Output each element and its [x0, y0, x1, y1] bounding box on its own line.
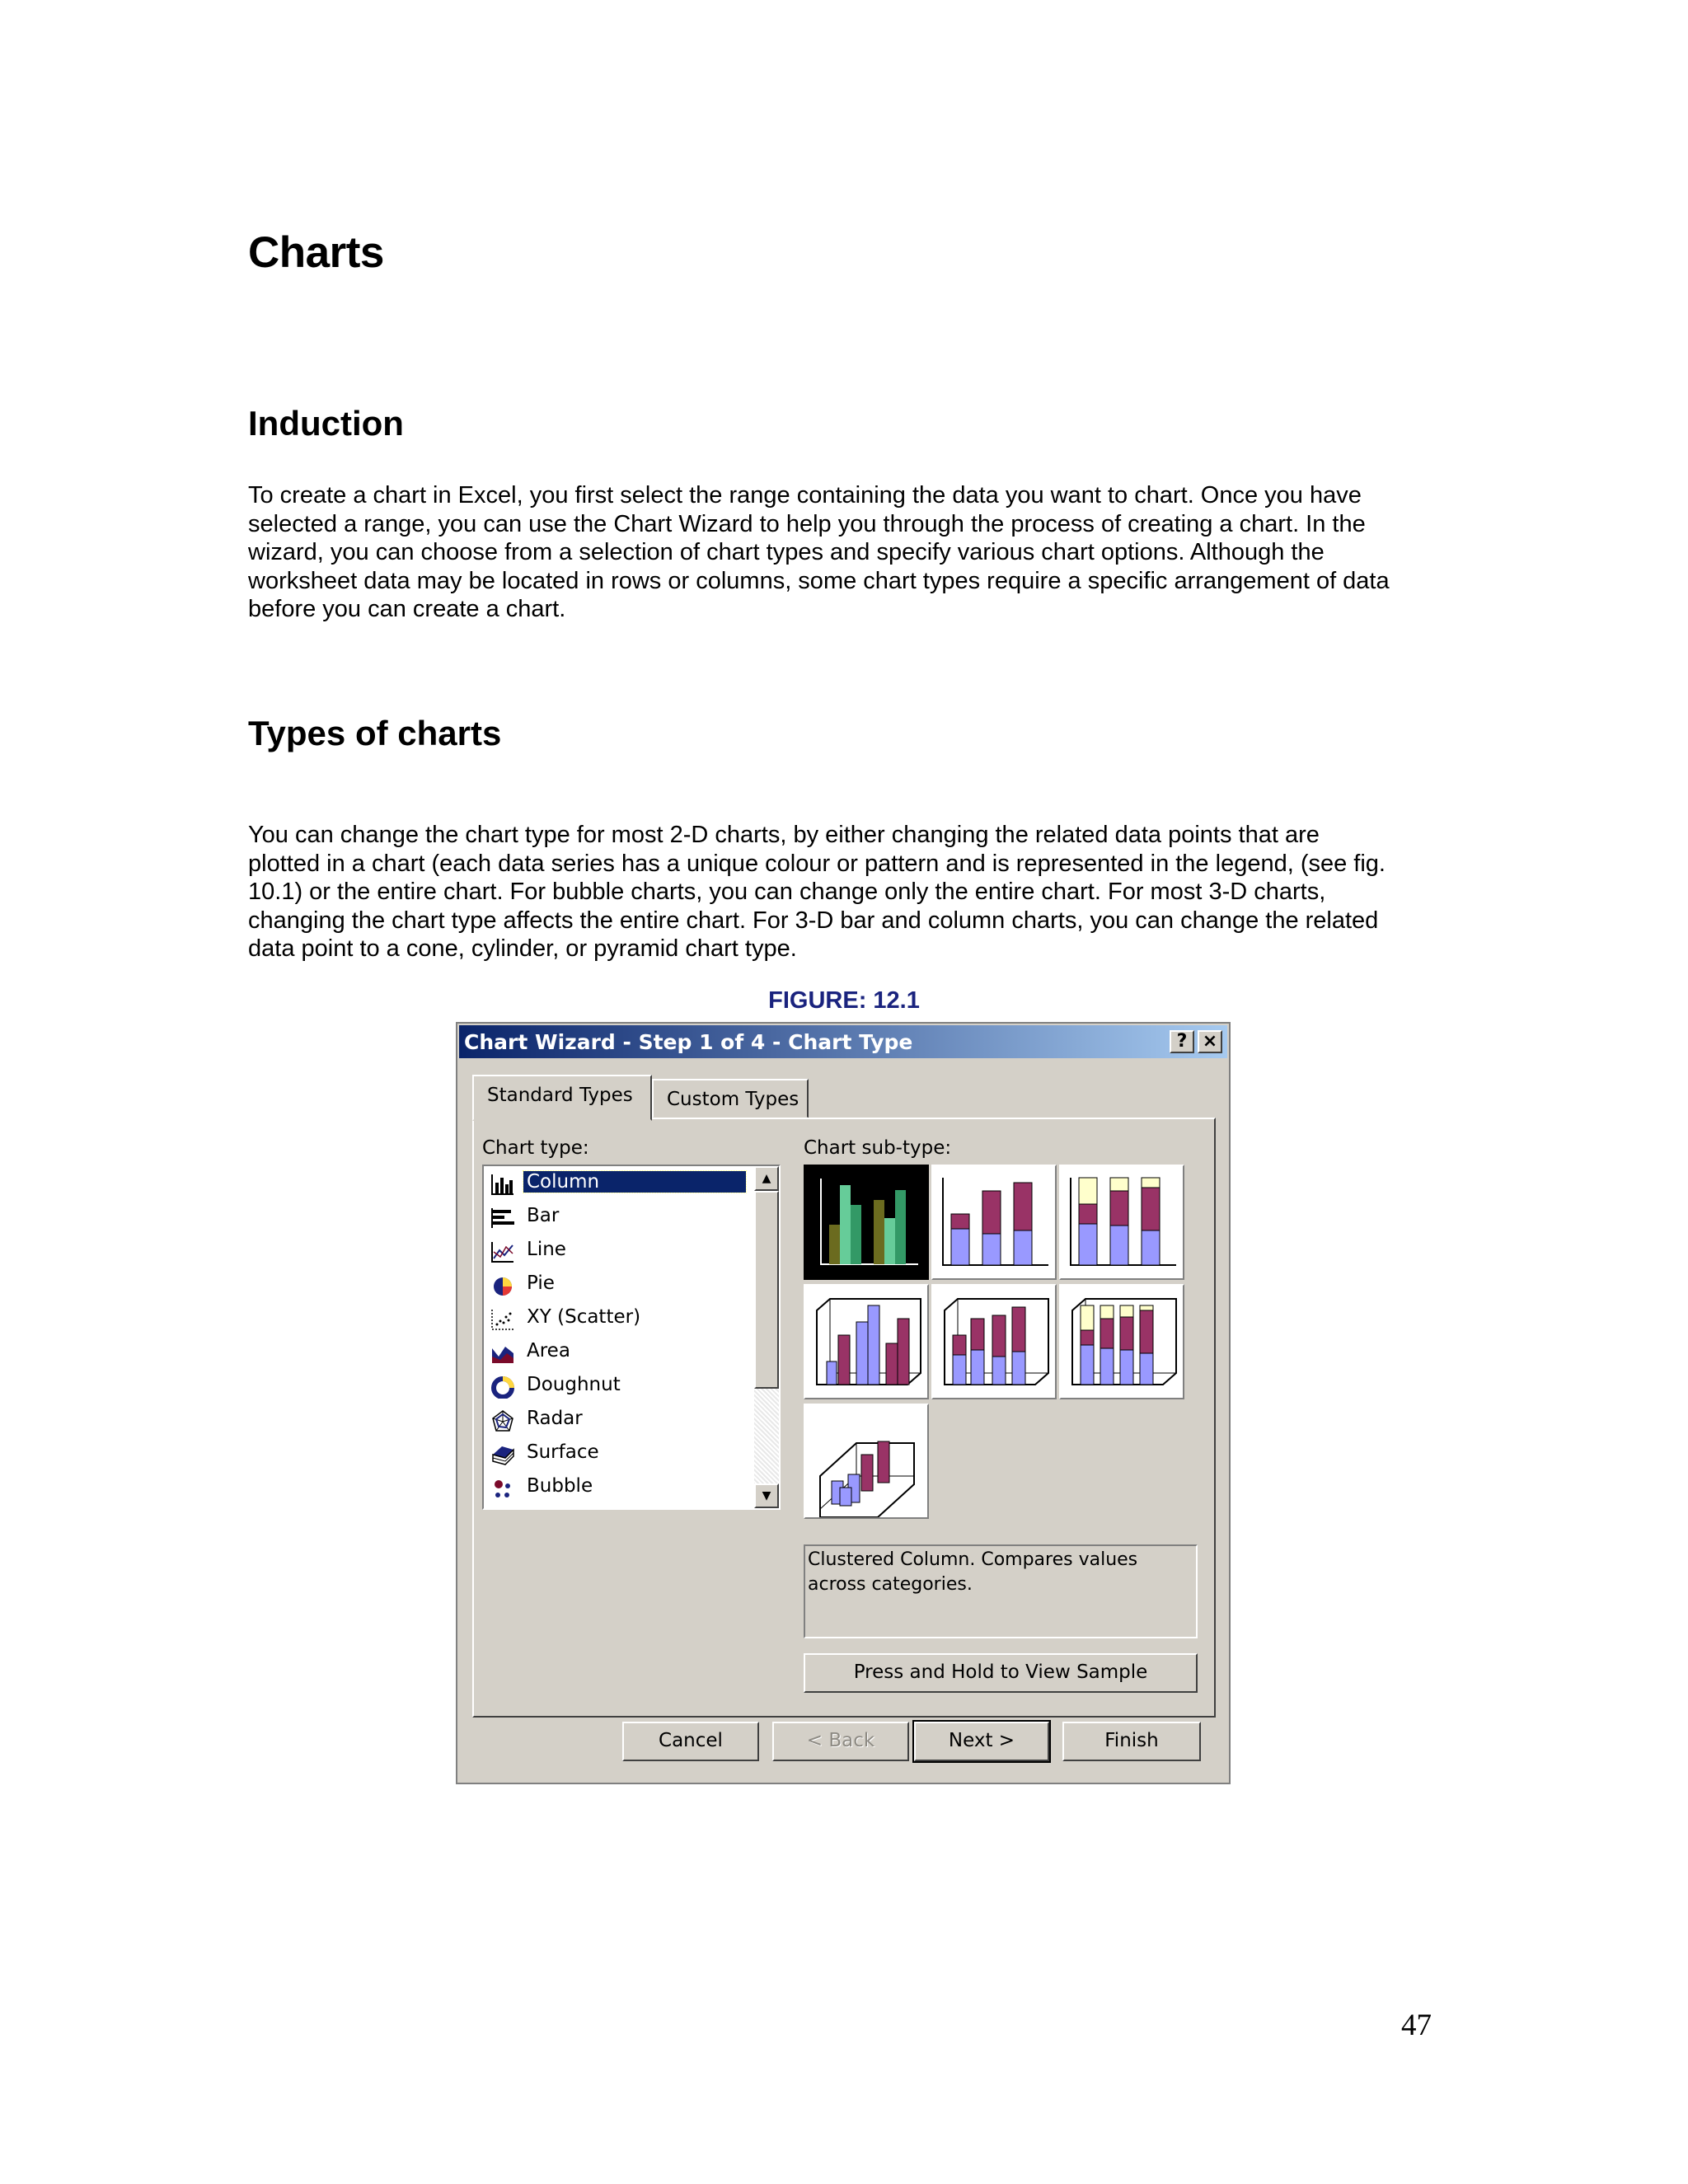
subtype-3d-column[interactable]: [804, 1404, 929, 1519]
3d-clustered-column-thumbnail: [805, 1286, 927, 1398]
list-item-area[interactable]: [487, 1337, 748, 1368]
text-line: You can change the chart type for most 2-D charts, by either changing the related data points that are: [248, 822, 1320, 848]
text-line: data point to a cone, cylinder, or pyramid chart type.: [248, 935, 797, 962]
induction-paragraph: [248, 481, 1451, 624]
list-item-pie[interactable]: [487, 1269, 748, 1301]
3d-stacked-column-thumbnail: [933, 1286, 1055, 1398]
chart-subtype-label: Chart sub-type:: [804, 1137, 952, 1159]
radar-chart-icon: [490, 1409, 515, 1432]
subtype-clustered-column[interactable]: [804, 1165, 929, 1280]
dialog-title: Chart Wizard - Step 1 of 4 - Chart Type: [464, 1030, 913, 1054]
tab-custom-types[interactable]: Custom Types: [652, 1079, 809, 1118]
back-button[interactable]: < Back: [772, 1722, 909, 1761]
subtype-3d-stacked-column[interactable]: [931, 1284, 1057, 1399]
line-chart-icon: [490, 1240, 515, 1263]
page-number: 47: [1401, 2008, 1432, 2042]
text-line: 10.1) or the entire chart. For bubble charts, you can change only the entire chart. For most 3-D charts,: [248, 879, 1326, 905]
list-item-label: Bar: [527, 1205, 560, 1226]
text-line: before you can create a chart.: [248, 596, 566, 622]
text-line: worksheet data may be located in rows or columns, some chart types require a specific arrangement of data: [248, 567, 1390, 594]
types-paragraph: [248, 821, 1451, 963]
subtype-100-stacked-column[interactable]: [1059, 1165, 1184, 1280]
text-line: wizard, you can choose from a selection of chart types and specify various chart options. Although the: [248, 539, 1325, 565]
clustered-column-thumbnail: [806, 1167, 926, 1277]
list-item-label: Area: [527, 1340, 570, 1361]
subtype-3d-100-stacked-column[interactable]: [1059, 1284, 1184, 1399]
dialog-title-bar[interactable]: [459, 1025, 1227, 1058]
scroll-down-button[interactable]: ▼: [754, 1483, 779, 1508]
chart-type-label: Chart type:: [482, 1137, 589, 1159]
list-item-label: Column: [523, 1171, 746, 1193]
list-item-column[interactable]: [487, 1168, 748, 1199]
scroll-thumb[interactable]: [754, 1191, 779, 1389]
text-line: plotted in a chart (each data series has a unique colour or pattern and is represented in the legend, (see fig.: [248, 850, 1386, 877]
list-item-bar[interactable]: [487, 1202, 748, 1233]
subtype-stacked-column[interactable]: [931, 1165, 1057, 1280]
list-item-label: XY (Scatter): [527, 1306, 641, 1328]
list-item-line[interactable]: [487, 1235, 748, 1267]
text-line: To create a chart in Excel, you first select the range containing the data you want to chart. Once you have: [248, 482, 1362, 509]
tab-standard-types[interactable]: Standard Types: [472, 1075, 652, 1121]
subtype-3d-clustered-column[interactable]: [804, 1284, 929, 1399]
list-item-label: Surface: [527, 1441, 599, 1463]
list-scrollbar[interactable]: [754, 1166, 779, 1508]
cancel-button[interactable]: Cancel: [622, 1722, 759, 1761]
subtype-description: Clustered Column. Compares values across categories.: [804, 1544, 1198, 1638]
column-chart-icon: [490, 1173, 515, 1196]
list-item-xy-scatter[interactable]: [487, 1303, 748, 1334]
list-item-label: Bubble: [527, 1475, 593, 1497]
list-item-doughnut[interactable]: [487, 1371, 748, 1402]
list-item-surface[interactable]: [487, 1438, 748, 1469]
bar-chart-icon: [490, 1207, 515, 1230]
next-button[interactable]: Next >: [914, 1722, 1049, 1761]
list-item-label: Radar: [527, 1408, 583, 1429]
3d-column-thumbnail: [805, 1405, 927, 1517]
text-line: selected a range, you can use the Chart Wizard to help you through the process of creating a chart. In the: [248, 510, 1366, 537]
page-heading: Charts: [248, 228, 384, 277]
section-title-induction: Induction: [248, 404, 404, 443]
list-item-radar[interactable]: [487, 1404, 748, 1436]
finish-button[interactable]: Finish: [1062, 1722, 1201, 1761]
help-button[interactable]: ?: [1170, 1030, 1194, 1053]
scatter-chart-icon: [490, 1308, 515, 1331]
close-button[interactable]: ×: [1198, 1030, 1222, 1053]
doughnut-chart-icon: [490, 1376, 515, 1399]
bubble-chart-icon: [490, 1477, 515, 1500]
press-and-hold-sample-button[interactable]: Press and Hold to View Sample: [804, 1653, 1198, 1693]
chart-type-list[interactable]: [482, 1165, 781, 1510]
list-item-label: Doughnut: [527, 1374, 621, 1395]
list-item-label: Line: [527, 1239, 566, 1260]
area-chart-icon: [490, 1342, 515, 1365]
chart-wizard-dialog: [456, 1022, 1231, 1784]
list-item-bubble[interactable]: [487, 1472, 748, 1503]
surface-chart-icon: [490, 1443, 515, 1466]
section-title-types-of-charts: Types of charts: [248, 714, 502, 752]
3d-percent-stacked-column-thumbnail: [1061, 1286, 1183, 1398]
percent-stacked-column-thumbnail: [1061, 1166, 1183, 1278]
scroll-up-button[interactable]: ▲: [754, 1166, 779, 1191]
text-line: changing the chart type affects the entire chart. For 3-D bar and column charts, you can change the related: [248, 907, 1379, 934]
list-item-label: Pie: [527, 1272, 555, 1294]
figure-caption: FIGURE: 12.1: [768, 987, 920, 1014]
pie-chart-icon: [490, 1274, 515, 1297]
stacked-column-thumbnail: [933, 1166, 1055, 1278]
